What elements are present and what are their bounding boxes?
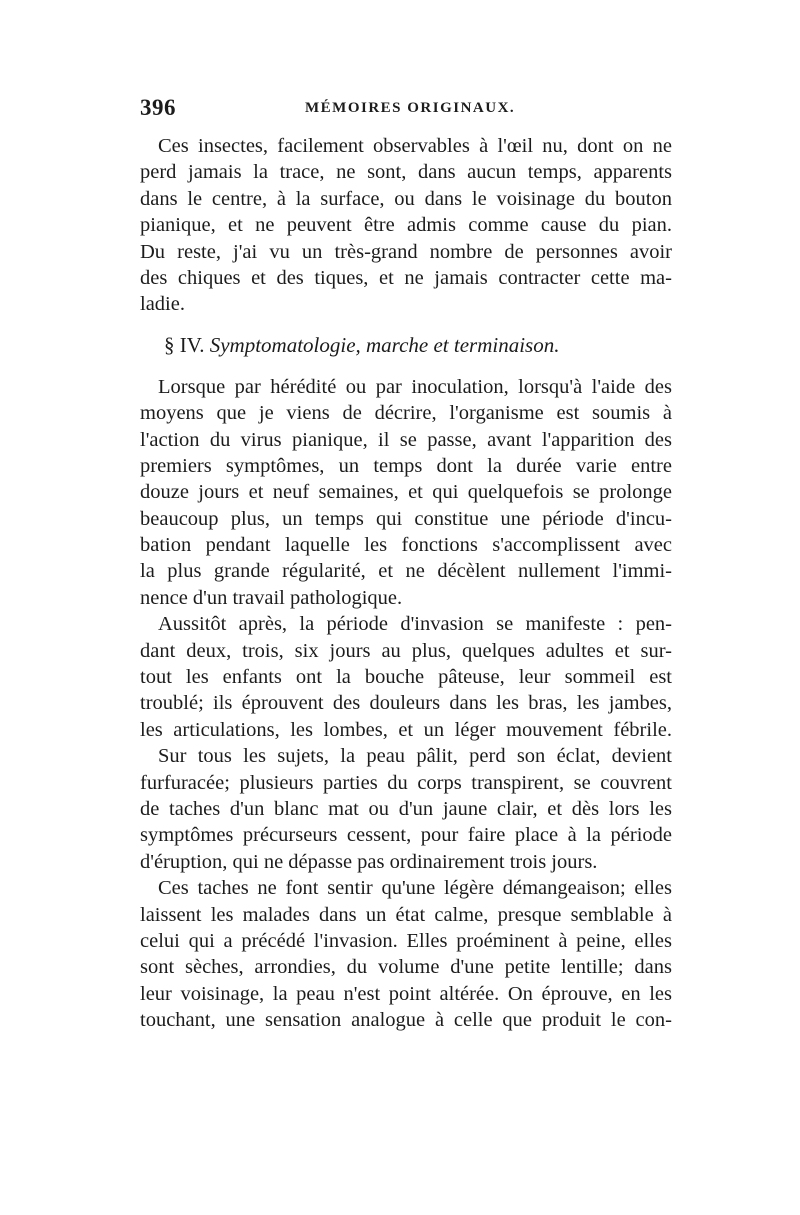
page-number: 396 [140, 95, 176, 120]
text-line: beaucoup plus, un temps qui constitue une période d'incu- [140, 507, 672, 530]
text-line: tout les enfants ont la bouche pâteuse, leur sommeil est [140, 666, 672, 689]
text-line: Aussitôt après, la période d'invasion se manifeste : pen- [158, 613, 672, 636]
text-line: les articulations, les lombes, et un léger mouvement fébrile. [140, 718, 672, 741]
section-title: Symptomatologie, marche et terminaison. [209, 332, 560, 357]
text-line: Ces taches ne font sentir qu'une légère démangeaison; elles [158, 877, 672, 900]
text-line: laissent les malades dans un état calme, presque semblable à [140, 903, 672, 926]
paragraph-4 [140, 743, 672, 875]
page-header [140, 95, 670, 125]
text-line: symptômes précurseurs cessent, pour faire place à la période [140, 824, 672, 847]
text-line: moyens que je viens de décrire, l'organisme est soumis à [140, 402, 672, 425]
paragraph-2 [140, 374, 672, 612]
text-line: de taches d'un blanc mat ou d'un jaune clair, et dès lors les [140, 797, 672, 820]
paragraph-5 [140, 875, 672, 1033]
text-line: Ces insectes, facilement observables à l'œil nu, dont on ne [158, 135, 672, 157]
text-line: ladie. [140, 293, 185, 316]
text-line: dans le centre, à la surface, ou dans le voisinage du bouton [140, 187, 672, 210]
text-line: sont sèches, arrondies, du volume d'une petite lentille; dans [140, 956, 672, 979]
text-line: pianique, et ne peuvent être admis comme cause du pian. [140, 214, 672, 237]
text-line: dant deux, trois, six jours au plus, quelques adultes et sur- [140, 639, 672, 662]
section-mark: § IV. [164, 332, 205, 357]
text-line: furfuracée; plusieurs parties du corps transpirent, se couvrent [140, 771, 672, 794]
text-line: Lorsque par hérédité ou par inoculation, lorsqu'à l'aide des [158, 375, 672, 398]
text-line: l'action du virus pianique, il se passe, avant l'apparition des [140, 428, 672, 451]
text-line: douze jours et neuf semaines, et qui quelquefois se prolonge [140, 481, 672, 504]
body-text [140, 133, 672, 1034]
text-line: bation pendant laquelle les fonctions s'accomplissent avec [140, 534, 672, 557]
text-line: premiers symptômes, un temps dont la durée varie entre [140, 454, 672, 477]
text-line: Sur tous les sujets, la peau pâlit, perd son éclat, devient [158, 745, 672, 768]
text-line: d'éruption, qui ne dépasse pas ordinairement trois jours. [140, 850, 598, 873]
paragraph-3 [140, 611, 672, 743]
running-head: MÉMOIRES ORIGINAUX. [305, 100, 516, 116]
text-line: touchant, une sensation analogue à celle que produit le con- [140, 1009, 672, 1032]
section-heading [140, 324, 672, 366]
text-line: celui qui a précédé l'invasion. Elles proéminent à peine, elles [140, 929, 672, 952]
text-line: nence d'un travail pathologique. [140, 586, 403, 609]
paragraph-1 [140, 133, 672, 318]
text-line: Du reste, j'ai vu un très-grand nombre de personnes avoir [140, 240, 672, 263]
text-line: des chiques et des tiques, et ne jamais contracter cette ma- [140, 266, 672, 289]
text-line: la plus grande régularité, et ne décèlent nullement l'immi- [140, 560, 672, 583]
text-line: perd jamais la trace, ne sont, dans aucun temps, apparents [140, 161, 672, 184]
text-line: troublé; ils éprouvent des douleurs dans les bras, les jambes, [140, 692, 672, 715]
text-line: leur voisinage, la peau n'est point altérée. On éprouve, en les [140, 982, 672, 1005]
